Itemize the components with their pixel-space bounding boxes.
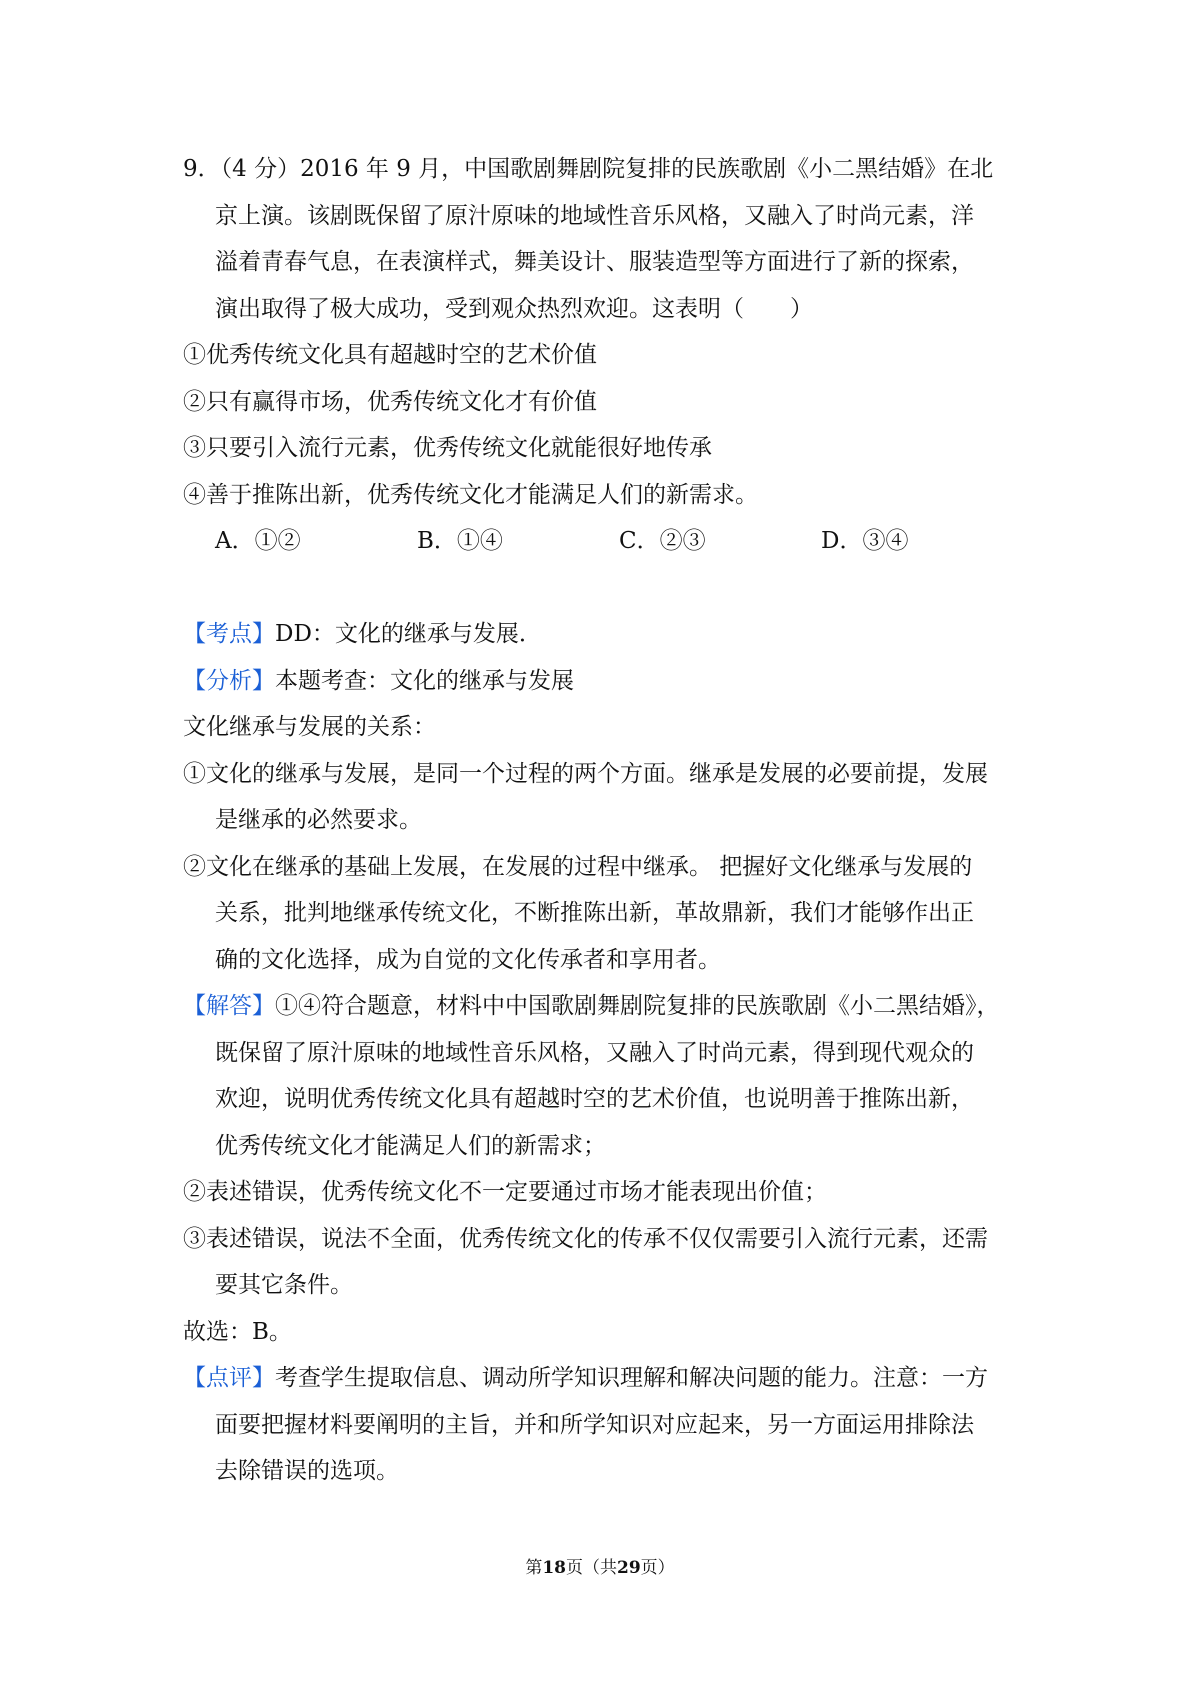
answer-options	[183, 518, 1023, 565]
question-stem-line-1: 9．（4 分）2016 年 9 月，中国歌剧舞剧院复排的民族歌剧《小二黑结婚》在北	[183, 156, 994, 182]
footer-middle: 页（共	[566, 1558, 617, 1578]
jieda-line-3: 优秀传统文化才能满足人们的新需求；	[215, 1132, 606, 1159]
jieda-line-4: ②表述错误，优秀传统文化不一定要通过市场才能表现出价值；	[183, 1179, 827, 1205]
dianping-first-line: 考查学生提取信息、调动所学知识理解和解决问题的能力。注意：一方	[275, 1365, 988, 1391]
jieda-first-line: ①④符合题意，材料中中国歌剧舞剧院复排的民族歌剧《小二黑结婚》，	[275, 993, 1000, 1019]
option-d: D．③④	[821, 528, 909, 554]
kaodian-section	[183, 611, 1023, 658]
statement-4: ④善于推陈出新，优秀传统文化才能满足人们的新需求。	[183, 481, 758, 508]
dianping-tag: 【点评】	[183, 1365, 275, 1391]
fenxi-line-5: 关系，批判地继承传统文化，不断推陈出新，革故鼎新，我们才能够作出正	[215, 900, 974, 926]
jieda-line-2: 欢迎，说明优秀传统文化具有超越时空的艺术价值，也说明善于推陈出新，	[215, 1086, 974, 1112]
fenxi-line-3: 是继承的必然要求。	[215, 807, 422, 833]
dianping-line-1: 面要把握材料要阐明的主旨，并和所学知识对应起来，另一方面运用排除法	[215, 1411, 974, 1438]
option-c: C．②③	[619, 528, 706, 554]
question-stem-line-2: 京上演。该剧既保留了原汁原味的地域性音乐风格，又融入了时尚元素，洋	[215, 202, 974, 229]
statement-3: ③只要引入流行元素，优秀传统文化就能很好地传承	[183, 435, 712, 461]
footer-total-pages: 29	[617, 1558, 641, 1578]
option-b: B．①④	[417, 528, 503, 554]
dianping-section	[183, 1355, 1023, 1402]
jieda-line-1: 既保留了原汁原味的地域性音乐风格，又融入了时尚元素，得到现代观众的	[215, 1039, 974, 1066]
jieda-answer: 故选：B。	[183, 1318, 292, 1345]
section-spacer	[183, 565, 1023, 612]
footer-suffix: 页）	[640, 1558, 675, 1578]
page-footer	[0, 1556, 1200, 1580]
footer-page-number: 18	[542, 1558, 566, 1578]
fenxi-line-6: 确的文化选择，成为自觉的文化传承者和享用者。	[215, 946, 721, 973]
fenxi-section	[183, 658, 1023, 705]
fenxi-line-1: 文化继承与发展的关系：	[183, 714, 436, 740]
question-stem-line-4: 演出取得了极大成功，受到观众热烈欢迎。这表明（ ）	[215, 295, 813, 322]
jieda-line-6: 要其它条件。	[215, 1272, 353, 1298]
fenxi-text: 本题考查：文化的继承与发展	[275, 667, 574, 694]
question-stem-line-3: 溢着青春气息，在表演样式，舞美设计、服装造型等方面进行了新的探索，	[215, 249, 974, 275]
fenxi-line-4: ②文化在继承的基础上发展，在发展的过程中继承。 把握好文化继承与发展的	[183, 853, 973, 880]
statement-1: ①优秀传统文化具有超越时空的艺术价值	[183, 342, 597, 368]
option-a: A．①②	[215, 528, 301, 554]
footer-prefix: 第	[525, 1558, 543, 1578]
kaodian-tag: 【考点】	[183, 621, 275, 647]
jieda-tag: 【解答】	[183, 993, 275, 1019]
statement-2: ②只有赢得市场，优秀传统文化才有价值	[183, 388, 597, 415]
dianping-line-2: 去除错误的选项。	[215, 1458, 399, 1484]
fenxi-tag: 【分析】	[183, 667, 275, 694]
fenxi-line-2: ①文化的继承与发展，是同一个过程的两个方面。继承是发展的必要前提，发展	[183, 760, 988, 787]
jieda-section	[183, 983, 1023, 1030]
jieda-line-5: ③表述错误，说法不全面，优秀传统文化的传承不仅仅需要引入流行元素，还需	[183, 1225, 988, 1252]
kaodian-text: DD：文化的继承与发展．	[275, 621, 542, 647]
question-content	[183, 146, 1023, 1495]
